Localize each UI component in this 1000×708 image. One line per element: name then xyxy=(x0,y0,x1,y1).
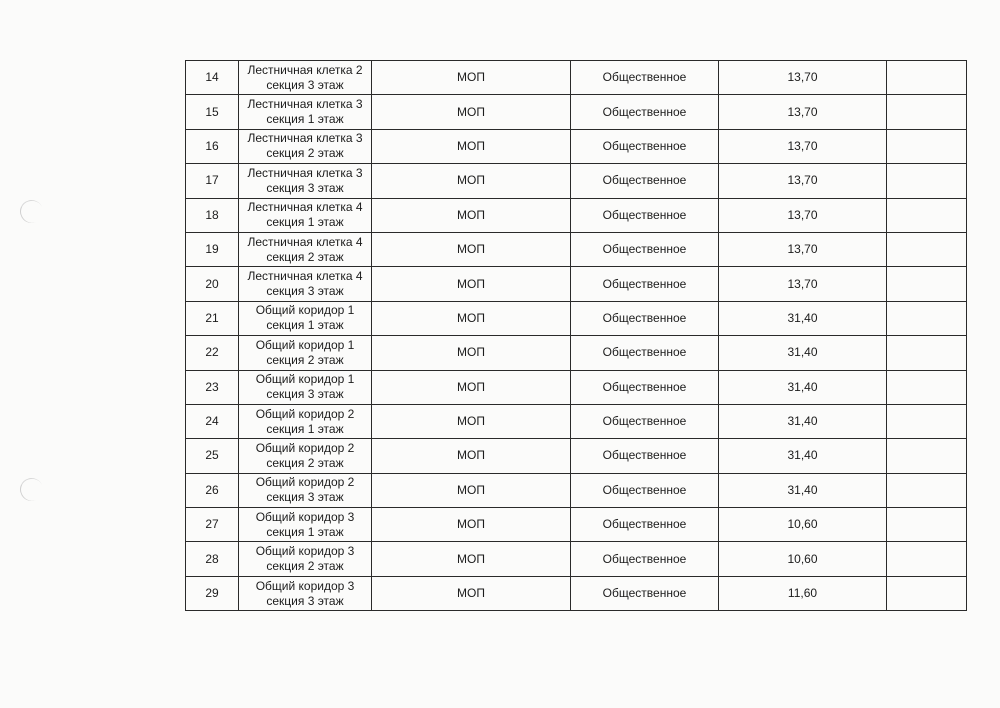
room-name-line-2: секция 1 этаж xyxy=(266,421,344,436)
table-row xyxy=(186,542,967,576)
table-row xyxy=(186,301,967,335)
room-name-line-2: секция 3 этаж xyxy=(266,180,344,195)
room-name-line-2: секция 2 этаж xyxy=(266,146,344,161)
room-name-line-1: Лестничная клетка 4 xyxy=(247,234,363,249)
room-type-cell: МОП xyxy=(372,542,571,576)
purpose-cell: Общественное xyxy=(571,370,719,404)
note-cell xyxy=(887,129,967,163)
note-cell xyxy=(887,473,967,507)
room-name-line-1: Общий коридор 3 xyxy=(255,544,355,559)
row-number-cell: 14 xyxy=(186,61,239,95)
table-row xyxy=(186,508,967,542)
room-type-cell: МОП xyxy=(372,336,571,370)
room-name-cell xyxy=(239,473,372,507)
purpose-cell: Общественное xyxy=(571,232,719,266)
room-name-line-1: Лестничная клетка 3 xyxy=(247,131,363,146)
room-name-line-2: секция 1 этаж xyxy=(266,524,344,539)
purpose-cell: Общественное xyxy=(571,439,719,473)
area-cell: 31,40 xyxy=(719,404,887,438)
room-name-line-2: секция 2 этаж xyxy=(266,352,344,367)
note-cell xyxy=(887,198,967,232)
room-name-cell xyxy=(239,336,372,370)
purpose-cell: Общественное xyxy=(571,508,719,542)
area-cell: 31,40 xyxy=(719,370,887,404)
note-cell xyxy=(887,439,967,473)
room-type-cell: МОП xyxy=(372,370,571,404)
row-number-cell: 28 xyxy=(186,542,239,576)
room-type-cell: МОП xyxy=(372,198,571,232)
table-row xyxy=(186,576,967,610)
room-name-line-2: секция 1 этаж xyxy=(266,318,344,333)
note-cell xyxy=(887,267,967,301)
table-body xyxy=(186,61,967,611)
room-name-line-1: Лестничная клетка 3 xyxy=(247,165,363,180)
premises-table xyxy=(185,60,967,611)
purpose-cell: Общественное xyxy=(571,301,719,335)
room-name-cell xyxy=(239,198,372,232)
room-name-line-1: Общий коридор 3 xyxy=(255,578,355,593)
room-name-cell xyxy=(239,164,372,198)
area-cell: 31,40 xyxy=(719,336,887,370)
table-row xyxy=(186,61,967,95)
area-cell: 10,60 xyxy=(719,508,887,542)
room-name-cell xyxy=(239,61,372,95)
room-type-cell: МОП xyxy=(372,473,571,507)
table-row xyxy=(186,129,967,163)
row-number-cell: 15 xyxy=(186,95,239,129)
purpose-cell: Общественное xyxy=(571,473,719,507)
room-name-cell xyxy=(239,439,372,473)
purpose-cell: Общественное xyxy=(571,267,719,301)
room-type-cell: МОП xyxy=(372,232,571,266)
area-cell: 13,70 xyxy=(719,95,887,129)
room-name-line-1: Общий коридор 2 xyxy=(255,475,355,490)
room-name-line-1: Общий коридор 1 xyxy=(255,372,355,387)
note-cell xyxy=(887,61,967,95)
purpose-cell: Общественное xyxy=(571,129,719,163)
row-number-cell: 24 xyxy=(186,404,239,438)
row-number-cell: 18 xyxy=(186,198,239,232)
room-name-line-2: секция 3 этаж xyxy=(266,284,344,299)
note-cell xyxy=(887,542,967,576)
room-name-cell xyxy=(239,129,372,163)
note-cell xyxy=(887,336,967,370)
table-row xyxy=(186,404,967,438)
room-type-cell: МОП xyxy=(372,267,571,301)
room-name-cell xyxy=(239,404,372,438)
room-type-cell: МОП xyxy=(372,301,571,335)
row-number-cell: 17 xyxy=(186,164,239,198)
area-cell: 11,60 xyxy=(719,576,887,610)
table-row xyxy=(186,164,967,198)
note-cell xyxy=(887,508,967,542)
room-name-cell xyxy=(239,95,372,129)
table-row xyxy=(186,473,967,507)
purpose-cell: Общественное xyxy=(571,336,719,370)
room-type-cell: МОП xyxy=(372,508,571,542)
table-row xyxy=(186,198,967,232)
row-number-cell: 21 xyxy=(186,301,239,335)
row-number-cell: 29 xyxy=(186,576,239,610)
table-row xyxy=(186,232,967,266)
room-type-cell: МОП xyxy=(372,61,571,95)
area-cell: 31,40 xyxy=(719,473,887,507)
room-name-cell xyxy=(239,232,372,266)
room-name-line-2: секция 3 этаж xyxy=(266,593,344,608)
row-number-cell: 27 xyxy=(186,508,239,542)
purpose-cell: Общественное xyxy=(571,404,719,438)
room-name-line-2: секция 2 этаж xyxy=(266,455,344,470)
row-number-cell: 25 xyxy=(186,439,239,473)
room-name-line-2: секция 3 этаж xyxy=(266,77,344,92)
room-name-cell xyxy=(239,267,372,301)
purpose-cell: Общественное xyxy=(571,542,719,576)
table-row xyxy=(186,267,967,301)
area-cell: 13,70 xyxy=(719,232,887,266)
table-row xyxy=(186,95,967,129)
room-type-cell: МОП xyxy=(372,164,571,198)
room-name-line-2: секция 2 этаж xyxy=(266,559,344,574)
purpose-cell: Общественное xyxy=(571,576,719,610)
note-cell xyxy=(887,576,967,610)
row-number-cell: 20 xyxy=(186,267,239,301)
room-name-line-1: Лестничная клетка 3 xyxy=(247,97,363,112)
area-cell: 31,40 xyxy=(719,301,887,335)
area-cell: 13,70 xyxy=(719,267,887,301)
room-name-line-1: Лестничная клетка 4 xyxy=(247,200,363,215)
purpose-cell: Общественное xyxy=(571,164,719,198)
area-cell: 10,60 xyxy=(719,542,887,576)
room-type-cell: МОП xyxy=(372,439,571,473)
row-number-cell: 26 xyxy=(186,473,239,507)
room-name-cell xyxy=(239,508,372,542)
room-name-cell xyxy=(239,301,372,335)
table-row xyxy=(186,370,967,404)
row-number-cell: 16 xyxy=(186,129,239,163)
note-cell xyxy=(887,404,967,438)
area-cell: 13,70 xyxy=(719,129,887,163)
row-number-cell: 23 xyxy=(186,370,239,404)
room-name-line-1: Общий коридор 3 xyxy=(255,509,355,524)
area-cell: 13,70 xyxy=(719,61,887,95)
purpose-cell: Общественное xyxy=(571,198,719,232)
room-name-line-1: Общий коридор 2 xyxy=(255,440,355,455)
room-name-line-2: секция 1 этаж xyxy=(266,112,344,127)
room-type-cell: МОП xyxy=(372,129,571,163)
room-name-line-1: Лестничная клетка 2 xyxy=(247,62,363,77)
purpose-cell: Общественное xyxy=(571,95,719,129)
note-cell xyxy=(887,164,967,198)
room-type-cell: МОП xyxy=(372,95,571,129)
room-name-line-1: Общий коридор 1 xyxy=(255,337,355,352)
note-cell xyxy=(887,232,967,266)
area-cell: 13,70 xyxy=(719,198,887,232)
table-row xyxy=(186,336,967,370)
room-type-cell: МОП xyxy=(372,576,571,610)
area-cell: 13,70 xyxy=(719,164,887,198)
note-cell xyxy=(887,370,967,404)
room-name-line-1: Общий коридор 2 xyxy=(255,406,355,421)
room-name-line-2: секция 2 этаж xyxy=(266,249,344,264)
room-name-line-1: Общий коридор 1 xyxy=(255,303,355,318)
room-name-cell xyxy=(239,542,372,576)
row-number-cell: 19 xyxy=(186,232,239,266)
room-type-cell: МОП xyxy=(372,404,571,438)
note-cell xyxy=(887,301,967,335)
room-name-line-1: Лестничная клетка 4 xyxy=(247,269,363,284)
table-row xyxy=(186,439,967,473)
room-name-line-2: секция 1 этаж xyxy=(266,215,344,230)
room-name-cell xyxy=(239,370,372,404)
purpose-cell: Общественное xyxy=(571,61,719,95)
row-number-cell: 22 xyxy=(186,336,239,370)
note-cell xyxy=(887,95,967,129)
area-cell: 31,40 xyxy=(719,439,887,473)
room-name-line-2: секция 3 этаж xyxy=(266,387,344,402)
room-name-cell xyxy=(239,576,372,610)
room-name-line-2: секция 3 этаж xyxy=(266,490,344,505)
